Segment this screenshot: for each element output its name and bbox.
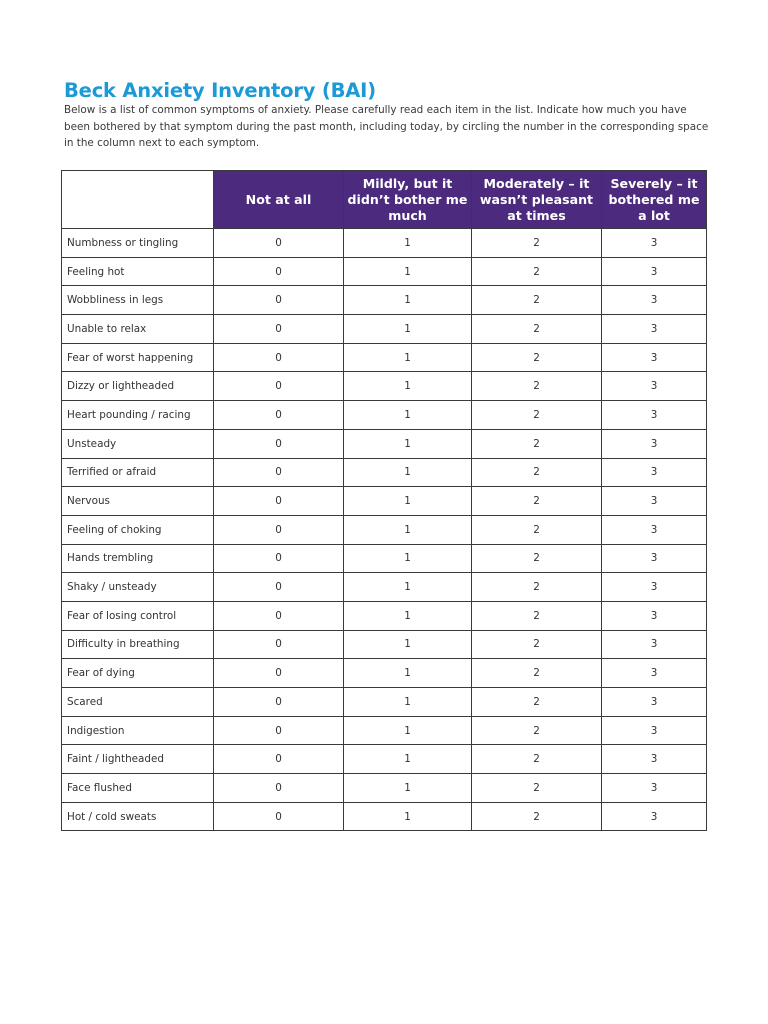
table-row xyxy=(62,802,707,831)
symptom-label: Terrified or afraid xyxy=(62,458,214,487)
header-corner-cell xyxy=(62,171,214,229)
score-option-0[interactable]: 0 xyxy=(214,802,344,831)
score-option-0[interactable]: 0 xyxy=(214,315,344,344)
symptom-label: Fear of worst happening xyxy=(62,343,214,372)
score-option-3[interactable]: 3 xyxy=(602,601,707,630)
score-option-2[interactable]: 2 xyxy=(472,630,602,659)
score-option-2[interactable]: 2 xyxy=(472,774,602,803)
score-option-1[interactable]: 1 xyxy=(344,458,472,487)
score-option-2[interactable]: 2 xyxy=(472,286,602,315)
score-option-3[interactable]: 3 xyxy=(602,659,707,688)
score-option-2[interactable]: 2 xyxy=(472,458,602,487)
score-option-3[interactable]: 3 xyxy=(602,229,707,258)
score-option-3[interactable]: 3 xyxy=(602,774,707,803)
score-option-0[interactable]: 0 xyxy=(214,343,344,372)
score-option-2[interactable]: 2 xyxy=(472,745,602,774)
symptom-label: Faint / lightheaded xyxy=(62,745,214,774)
score-option-1[interactable]: 1 xyxy=(344,802,472,831)
table-row xyxy=(62,745,707,774)
header-not-at-all: Not at all xyxy=(214,171,344,229)
score-option-1[interactable]: 1 xyxy=(344,515,472,544)
score-option-1[interactable]: 1 xyxy=(344,745,472,774)
symptom-label: Difficulty in breathing xyxy=(62,630,214,659)
score-option-2[interactable]: 2 xyxy=(472,401,602,430)
table-row xyxy=(62,716,707,745)
score-option-1[interactable]: 1 xyxy=(344,544,472,573)
score-option-2[interactable]: 2 xyxy=(472,229,602,258)
score-option-0[interactable]: 0 xyxy=(214,257,344,286)
table-row xyxy=(62,401,707,430)
table-row xyxy=(62,315,707,344)
symptom-label: Wobbliness in legs xyxy=(62,286,214,315)
score-option-1[interactable]: 1 xyxy=(344,286,472,315)
score-option-2[interactable]: 2 xyxy=(472,601,602,630)
header-row xyxy=(62,171,707,229)
score-option-1[interactable]: 1 xyxy=(344,372,472,401)
score-option-3[interactable]: 3 xyxy=(602,745,707,774)
score-option-2[interactable]: 2 xyxy=(472,315,602,344)
score-option-0[interactable]: 0 xyxy=(214,429,344,458)
table-row xyxy=(62,544,707,573)
symptom-label: Fear of dying xyxy=(62,659,214,688)
score-option-0[interactable]: 0 xyxy=(214,716,344,745)
score-option-1[interactable]: 1 xyxy=(344,659,472,688)
symptom-label: Unsteady xyxy=(62,429,214,458)
score-option-1[interactable]: 1 xyxy=(344,315,472,344)
score-option-2[interactable]: 2 xyxy=(472,544,602,573)
score-option-0[interactable]: 0 xyxy=(214,286,344,315)
score-option-0[interactable]: 0 xyxy=(214,229,344,258)
table-row xyxy=(62,343,707,372)
score-option-3[interactable]: 3 xyxy=(602,487,707,516)
score-option-3[interactable]: 3 xyxy=(602,429,707,458)
table-row xyxy=(62,601,707,630)
header-mildly: Mildly, but it didn’t bother me much xyxy=(344,171,472,229)
header-severely: Severely – it bothered me a lot xyxy=(602,171,707,229)
table-row xyxy=(62,372,707,401)
score-option-2[interactable]: 2 xyxy=(472,716,602,745)
score-option-1[interactable]: 1 xyxy=(344,229,472,258)
table-row xyxy=(62,659,707,688)
table-row xyxy=(62,257,707,286)
score-option-3[interactable]: 3 xyxy=(602,802,707,831)
score-option-0[interactable]: 0 xyxy=(214,688,344,717)
score-option-1[interactable]: 1 xyxy=(344,716,472,745)
symptom-label: Unable to relax xyxy=(62,315,214,344)
score-option-3[interactable]: 3 xyxy=(602,315,707,344)
score-option-0[interactable]: 0 xyxy=(214,630,344,659)
symptom-label: Scared xyxy=(62,688,214,717)
score-option-2[interactable]: 2 xyxy=(472,659,602,688)
score-option-3[interactable]: 3 xyxy=(602,401,707,430)
table-row xyxy=(62,487,707,516)
score-option-1[interactable]: 1 xyxy=(344,257,472,286)
score-option-3[interactable]: 3 xyxy=(602,544,707,573)
score-option-2[interactable]: 2 xyxy=(472,688,602,717)
score-option-3[interactable]: 3 xyxy=(602,372,707,401)
symptom-label: Feeling hot xyxy=(62,257,214,286)
symptom-label: Indigestion xyxy=(62,716,214,745)
score-option-0[interactable]: 0 xyxy=(214,659,344,688)
table-row xyxy=(62,515,707,544)
symptom-label: Feeling of choking xyxy=(62,515,214,544)
score-option-0[interactable]: 0 xyxy=(214,458,344,487)
table-row xyxy=(62,774,707,803)
score-option-3[interactable]: 3 xyxy=(602,630,707,659)
score-option-0[interactable]: 0 xyxy=(214,401,344,430)
score-option-0[interactable]: 0 xyxy=(214,487,344,516)
symptom-rows xyxy=(62,229,707,831)
score-option-3[interactable]: 3 xyxy=(602,286,707,315)
score-option-1[interactable]: 1 xyxy=(344,487,472,516)
score-option-3[interactable]: 3 xyxy=(602,343,707,372)
score-option-0[interactable]: 0 xyxy=(214,372,344,401)
score-option-2[interactable]: 2 xyxy=(472,372,602,401)
score-option-3[interactable]: 3 xyxy=(602,573,707,602)
score-option-2[interactable]: 2 xyxy=(472,429,602,458)
table-row xyxy=(62,630,707,659)
table-row xyxy=(62,286,707,315)
symptom-label: Numbness or tingling xyxy=(62,229,214,258)
score-option-1[interactable]: 1 xyxy=(344,630,472,659)
symptom-label: Hands trembling xyxy=(62,544,214,573)
score-option-1[interactable]: 1 xyxy=(344,688,472,717)
table-row xyxy=(62,573,707,602)
bai-table xyxy=(61,170,707,831)
header-moderately: Moderately – it wasn’t pleasant at times xyxy=(472,171,602,229)
table-row xyxy=(62,429,707,458)
score-option-2[interactable]: 2 xyxy=(472,802,602,831)
symptom-label: Heart pounding / racing xyxy=(62,401,214,430)
score-option-3[interactable]: 3 xyxy=(602,716,707,745)
symptom-label: Fear of losing control xyxy=(62,601,214,630)
score-option-3[interactable]: 3 xyxy=(602,458,707,487)
table-row xyxy=(62,688,707,717)
symptom-label: Hot / cold sweats xyxy=(62,802,214,831)
symptom-label: Face flushed xyxy=(62,774,214,803)
score-option-1[interactable]: 1 xyxy=(344,343,472,372)
score-option-2[interactable]: 2 xyxy=(472,487,602,516)
score-option-0[interactable]: 0 xyxy=(214,515,344,544)
score-option-0[interactable]: 0 xyxy=(214,544,344,573)
table-row xyxy=(62,458,707,487)
score-option-1[interactable]: 1 xyxy=(344,401,472,430)
score-option-1[interactable]: 1 xyxy=(344,573,472,602)
score-option-3[interactable]: 3 xyxy=(602,257,707,286)
score-option-2[interactable]: 2 xyxy=(472,343,602,372)
page-title: Beck Anxiety Inventory (BAI) xyxy=(64,79,376,102)
table-row xyxy=(62,229,707,258)
score-option-0[interactable]: 0 xyxy=(214,573,344,602)
symptom-label: Dizzy or lightheaded xyxy=(62,372,214,401)
score-option-3[interactable]: 3 xyxy=(602,515,707,544)
score-option-3[interactable]: 3 xyxy=(602,688,707,717)
score-option-0[interactable]: 0 xyxy=(214,745,344,774)
score-option-0[interactable]: 0 xyxy=(214,774,344,803)
score-option-1[interactable]: 1 xyxy=(344,601,472,630)
score-option-2[interactable]: 2 xyxy=(472,257,602,286)
symptom-label: Nervous xyxy=(62,487,214,516)
score-option-2[interactable]: 2 xyxy=(472,515,602,544)
score-option-1[interactable]: 1 xyxy=(344,774,472,803)
score-option-0[interactable]: 0 xyxy=(214,601,344,630)
score-option-2[interactable]: 2 xyxy=(472,573,602,602)
intro-paragraph: Below is a list of common symptoms of anxiety. Please carefully read each item in the list. Indicate how much you have been bothered by that symptom during the past month, including today, by circling the number in the corresponding space in the column next to each symptom. xyxy=(64,104,709,149)
symptom-label: Shaky / unsteady xyxy=(62,573,214,602)
score-option-1[interactable]: 1 xyxy=(344,429,472,458)
